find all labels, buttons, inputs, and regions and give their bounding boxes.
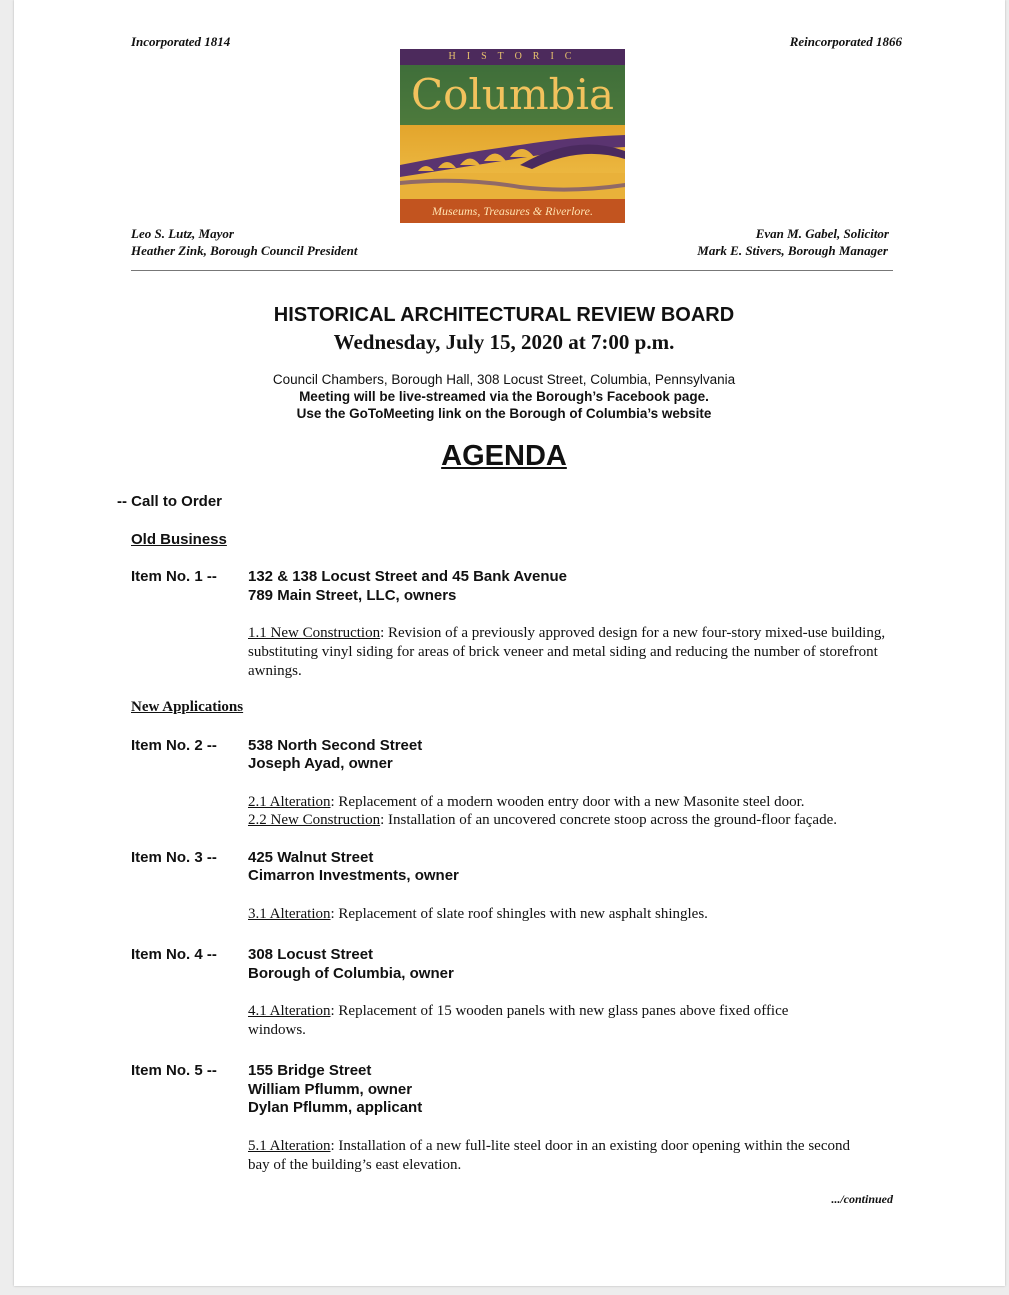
item-label: Item No. 2 -- bbox=[131, 737, 217, 754]
item-address: 155 Bridge Street bbox=[248, 1062, 372, 1079]
item-address: 308 Locust Street bbox=[248, 946, 374, 963]
item-label: Item No. 3 -- bbox=[131, 849, 217, 866]
item-owner: Cimarron Investments, owner bbox=[248, 867, 459, 884]
action-text: : Replacement of 15 wooden panels with new glass panes above fixed office windows. bbox=[248, 1003, 789, 1038]
item-owner: William Pflumm, owner bbox=[248, 1081, 413, 1098]
action-type: 2.2 New Construction bbox=[248, 812, 381, 828]
bridge-illustration bbox=[400, 125, 625, 199]
item-action bbox=[248, 793, 898, 812]
action-text: : Installation of an uncovered concrete stoop across the ground-floor façade. bbox=[380, 812, 837, 828]
incorporated-text: Incorporated 1814 bbox=[131, 34, 231, 49]
item-label: Item No. 4 -- bbox=[131, 946, 217, 963]
action-type: 1.1 New Construction bbox=[248, 625, 381, 641]
meeting-date: Wednesday, July 15, 2020 at 7:00 p.m. bbox=[333, 330, 675, 354]
item-label: Item No. 5 -- bbox=[131, 1062, 217, 1079]
logo-top-text: HISTORIC bbox=[400, 49, 625, 65]
action-text: : Installation of a new full-lite steel door in an existing door opening within the second bay of the building’s east elevation. bbox=[248, 1138, 850, 1173]
action-type: 4.1 Alteration bbox=[248, 1003, 331, 1019]
item-action bbox=[248, 624, 898, 681]
item-owner: Joseph Ayad, owner bbox=[248, 755, 393, 772]
logo-tagline: Museums, Treasures & Riverlore. bbox=[400, 199, 625, 223]
document-page bbox=[14, 0, 1005, 1286]
section-new-applications: New Applications bbox=[131, 699, 244, 715]
board-title: HISTORICAL ARCHITECTURAL REVIEW BOARD bbox=[273, 304, 735, 326]
action-text: : Replacement of a modern wooden entry door with a new Masonite steel door. bbox=[330, 794, 805, 810]
reincorporated-text: Reincorporated 1866 bbox=[789, 34, 902, 49]
action-text: : Revision of a previously approved design for a new four-story mixed-use building, substituting vinyl siding for areas of brick veneer and metal siding and reducing the number of storefront awnings. bbox=[248, 625, 886, 679]
logo-name: Columbia bbox=[410, 70, 615, 119]
stream-note: Meeting will be live-streamed via the Borough’s Facebook page. bbox=[299, 389, 709, 404]
council-president-text: Heather Zink, Borough Council President bbox=[131, 243, 358, 258]
agenda-title: AGENDA bbox=[441, 440, 567, 472]
item-address: 132 & 138 Locust Street and 45 Bank Avenue bbox=[248, 568, 568, 585]
item-label: Item No. 1 -- bbox=[131, 568, 217, 585]
item-address: 538 North Second Street bbox=[248, 737, 423, 754]
item-action bbox=[248, 811, 908, 830]
action-text: : Replacement of slate roof shingles with new asphalt shingles. bbox=[330, 906, 708, 922]
call-to-order: -- Call to Order bbox=[117, 493, 223, 510]
item-action bbox=[248, 1002, 848, 1040]
continued-note: .../continued bbox=[831, 1192, 893, 1206]
solicitor-text: Evan M. Gabel, Solicitor bbox=[755, 226, 889, 241]
item-owner: Borough of Columbia, owner bbox=[248, 965, 454, 982]
gotomeeting-note: Use the GoToMeeting link on the Borough of Columbia’s website bbox=[296, 406, 712, 421]
section-old-business: Old Business bbox=[131, 531, 227, 548]
action-type: 2.1 Alteration bbox=[248, 794, 331, 810]
historic-columbia-logo bbox=[400, 49, 625, 223]
item-applicant: Dylan Pflumm, applicant bbox=[248, 1099, 423, 1116]
item-action bbox=[248, 1137, 868, 1175]
action-type: 3.1 Alteration bbox=[248, 906, 331, 922]
item-action bbox=[248, 905, 898, 924]
manager-text: Mark E. Stivers, Borough Manager bbox=[697, 243, 888, 258]
item-address: 425 Walnut Street bbox=[248, 849, 374, 866]
meeting-location: Council Chambers, Borough Hall, 308 Locust Street, Columbia, Pennsylvania bbox=[272, 372, 736, 387]
item-owner: 789 Main Street, LLC, owners bbox=[248, 587, 457, 604]
action-type: 5.1 Alteration bbox=[248, 1138, 331, 1154]
mayor-text: Leo S. Lutz, Mayor bbox=[131, 226, 234, 241]
header-divider bbox=[131, 270, 893, 271]
